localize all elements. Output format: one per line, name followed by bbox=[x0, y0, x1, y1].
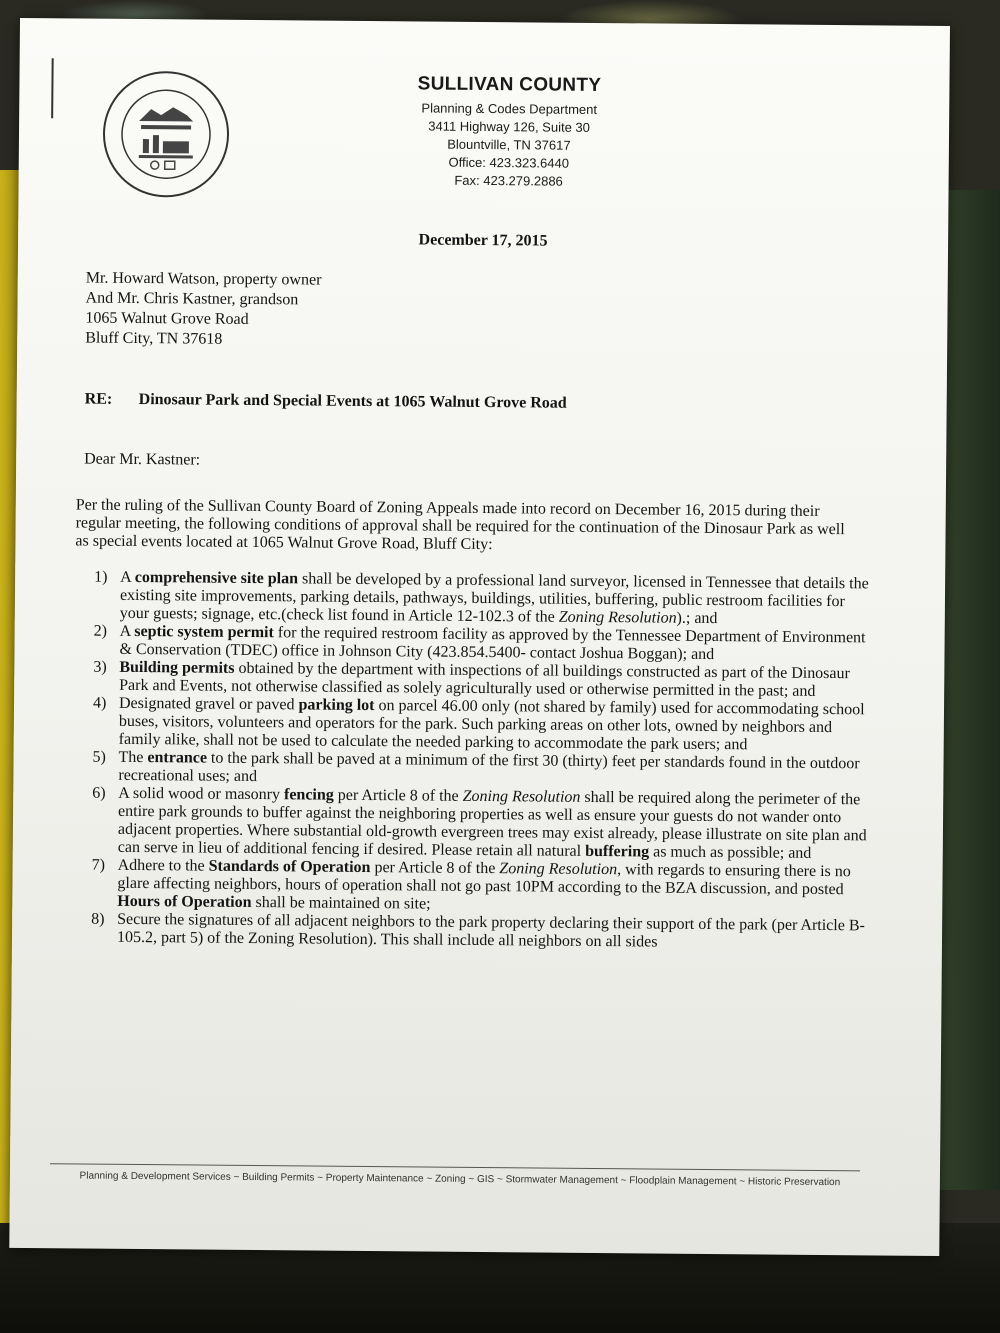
address-line: And Mr. Chris Kastner, grandson bbox=[85, 289, 299, 309]
condition-item bbox=[68, 784, 869, 863]
condition-text: Secure the signatures of all adjacent neighbors to the park property declaring their support of the park (per Article B-105.2, part 5) of the Zoning Resolution). This shall include all neighbors on all sides bbox=[116, 910, 865, 951]
re-subject: Dinosaur Park and Special Events at 1065 Walnut Grove Road bbox=[138, 390, 567, 412]
letter-date: December 17, 2015 bbox=[418, 231, 548, 250]
condition-keyword: parking lot bbox=[298, 696, 375, 715]
condition-text: , with regards to ensuring there is no glare affecting neighbors, hours of operation shall not go past 10PM according to the BZA discussion, and posted bbox=[117, 861, 851, 899]
condition-text: A solid wood or masonry bbox=[118, 784, 285, 804]
condition-text: obtained by the department with inspections of all buildings constructed as part of the Dinosaur Park and Events, not otherwise classified as solely agriculturally used or otherwise permitted in the past; and bbox=[119, 659, 850, 700]
conditions-list bbox=[67, 568, 870, 953]
condition-text: A bbox=[119, 622, 135, 640]
condition-text: shall be developed by a professional land surveyor, licensed in Tennessee that details the existing site improvements, parking details, pathways, buildings, utilities, buffering, public restroom facilities for your guests; signage, etc.(check list found in Article 12-102.3 of the bbox=[119, 570, 869, 626]
condition-keyword: Building permits bbox=[119, 658, 235, 677]
condition-keyword: comprehensive site plan bbox=[134, 568, 299, 588]
recipient-address bbox=[85, 269, 321, 351]
condition-keyword: buffering bbox=[585, 842, 650, 861]
condition-text: on parcel 46.00 only (not shared by family) used for accommodating school buses, visitors, volunteers and operators for the park. Such parking areas on other lots, owned by neighbors and family alike, shall not be used to calculate the needed parking to accommodate the park users; and bbox=[118, 697, 865, 754]
footer-services: Planning & Development Services ~ Building Permits ~ Property Maintenance ~ Zoning ~ GIS ~ Stormwater Management ~ Floodplain Management ~ Historic Preservation bbox=[79, 1170, 841, 1189]
address-line: Mr. Howard Watson, property owner bbox=[85, 269, 322, 289]
condition-number: 4) bbox=[92, 694, 107, 712]
condition-text: to the park shall be paved at a minimum of the first 30 (thirty) feet per standards found in the outdoor recreational uses; and bbox=[118, 749, 860, 786]
subject-line bbox=[85, 391, 567, 413]
condition-item bbox=[67, 856, 867, 917]
street-address: 3411 Highway 126, Suite 30 bbox=[428, 118, 590, 135]
intro-paragraph: Per the ruling of the Sullivan County Board of Zoning Appeals made into record on December 16, 2015 during their regular meeting, the following conditions of approval shall be required for the continuation of the Dinosaur Park as well as special events located at 1065 Walnut Grove Road, Bluff City: bbox=[75, 496, 845, 554]
salutation: Dear Mr. Kastner: bbox=[84, 450, 201, 469]
condition-text: Designated gravel or paved bbox=[118, 694, 299, 714]
re-label: RE: bbox=[84, 390, 113, 408]
city-address: Blountville, TN 37617 bbox=[447, 136, 571, 153]
condition-item bbox=[67, 910, 867, 953]
condition-reference: Zoning Resolution bbox=[462, 787, 581, 806]
condition-text: A bbox=[120, 568, 135, 586]
fax-number: Fax: 423.279.2886 bbox=[454, 172, 563, 189]
condition-text: per Article 8 of the bbox=[333, 786, 463, 805]
condition-number: 3) bbox=[93, 658, 107, 676]
letterhead bbox=[379, 73, 640, 191]
condition-text: for the required restroom facility as approved by the Tennessee Department of Environment & Conservation (TDEC) office in Johnson City (423.854.5400- contact Joshua Boggan); and bbox=[119, 624, 866, 664]
condition-keyword: Hours of Operation bbox=[117, 892, 252, 911]
condition-keyword: fencing bbox=[283, 786, 334, 804]
condition-text: shall be required along the perimeter of the entire park grounds to buffer against the neighboring properties as well as ensure your guests do not wander onto adjacent properties. Where substantial old-growth evergreen trees may exist already, please illustrate on site plan and can serve in lieu of additional fencing if desired. Please retain all natural bbox=[117, 788, 867, 860]
condition-text: Adhere to the bbox=[117, 856, 209, 875]
condition-text: ).; and bbox=[676, 609, 718, 628]
address-line: 1065 Walnut Grove Road bbox=[85, 309, 249, 328]
condition-keyword: entrance bbox=[147, 749, 208, 767]
condition-number: 6) bbox=[92, 784, 106, 802]
condition-text: The bbox=[118, 748, 148, 767]
condition-number: 1) bbox=[94, 568, 108, 586]
condition-text: shall be maintained on site; bbox=[251, 893, 431, 913]
condition-reference: Zoning Resolution bbox=[499, 860, 618, 879]
county-seal-icon bbox=[100, 69, 231, 200]
condition-number: 7) bbox=[91, 856, 106, 874]
condition-number: 8) bbox=[91, 910, 105, 928]
org-name: SULLIVAN COUNTY bbox=[417, 73, 602, 97]
footer-divider bbox=[50, 1163, 860, 1171]
condition-text: per Article 8 of the bbox=[370, 859, 500, 878]
condition-number: 2) bbox=[93, 622, 108, 640]
office-phone: Office: 423.323.6440 bbox=[448, 154, 570, 171]
condition-keyword: Standards of Operation bbox=[208, 857, 371, 877]
condition-item bbox=[70, 568, 870, 629]
letter-page bbox=[9, 18, 950, 1256]
condition-keyword: septic system permit bbox=[134, 622, 274, 642]
pen-mark bbox=[51, 58, 54, 118]
condition-number: 5) bbox=[92, 748, 106, 766]
condition-text: as much as possible; and bbox=[649, 843, 812, 862]
condition-reference: Zoning Resolution bbox=[558, 608, 677, 627]
department: Planning & Codes Department bbox=[421, 100, 598, 117]
condition-item bbox=[69, 694, 869, 755]
address-line: Bluff City, TN 37618 bbox=[85, 329, 223, 348]
